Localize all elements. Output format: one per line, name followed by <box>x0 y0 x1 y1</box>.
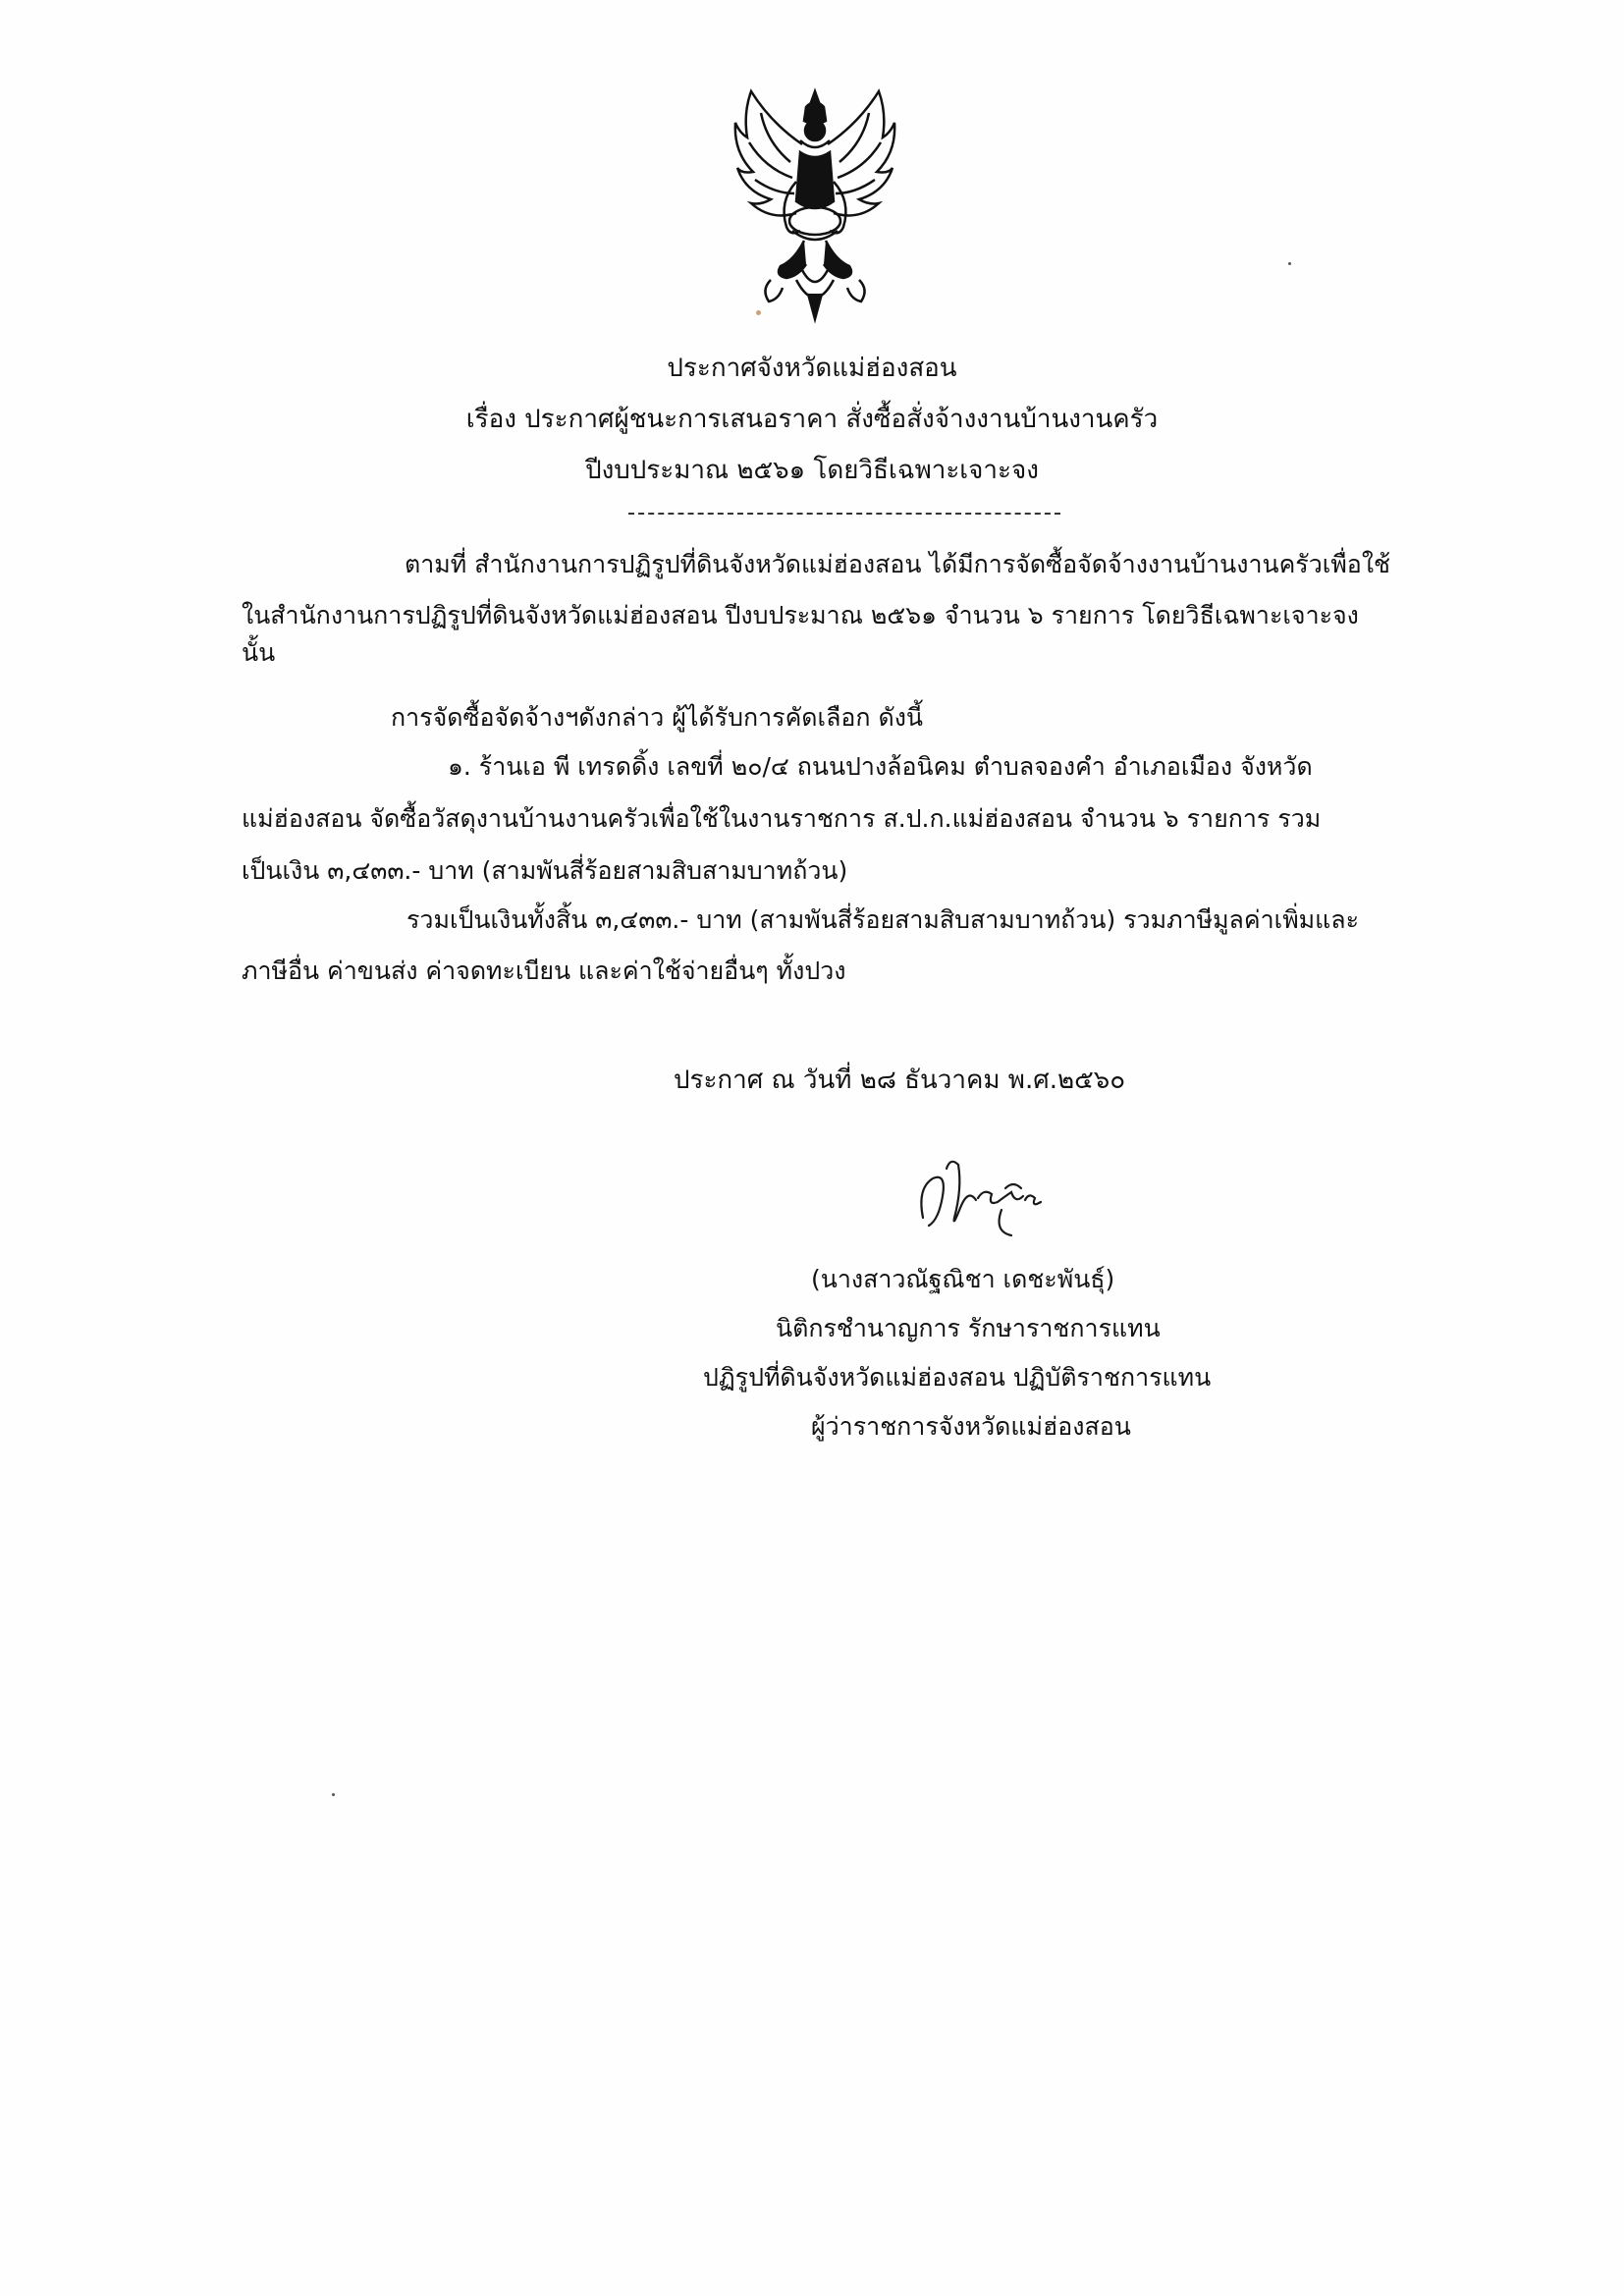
announcement-subject: เรื่อง ประกาศผู้ชนะการเสนอราคา สั่งซื้อสั่งจ้างงานบ้านงานครัว <box>465 405 1159 434</box>
body-paragraph-3-line-3: เป็นเงิน ๓,๔๓๓.- บาท (สามพันสี่ร้อยสามสิบสามบาทถ้วน) <box>242 856 848 885</box>
scan-speck <box>1288 262 1291 265</box>
signatory-position-1: นิติกรชำนาญการ รักษาราชการแทน <box>776 1314 1161 1342</box>
body-paragraph-4-line-1: รวมเป็นเงินทั้งสิ้น ๓,๔๓๓.- บาท (สามพันสี่ร้อยสามสิบสามบาทถ้วน) รวมภาษีมูลค่าเพิ่มและ <box>406 905 1360 934</box>
announcement-title: ประกาศจังหวัดแม่ฮ่องสอน <box>667 354 957 383</box>
body-paragraph-4-line-2: ภาษีอื่น ค่าขนส่ง ค่าจดทะเบียน และค่าใช้จ่ายอื่นๆ ทั้งปวง <box>242 957 846 985</box>
body-paragraph-1-line-3: นั้น <box>242 638 276 667</box>
scan-speck <box>332 1793 335 1796</box>
dashed-divider <box>628 513 1060 515</box>
announcement-fiscal-year: ปีงบประมาณ ๒๕๖๑ โดยวิธีเฉพาะเจาะจง <box>585 456 1039 485</box>
handwritten-signature <box>903 1149 1070 1247</box>
signatory-position-3: ผู้ว่าราชการจังหวัดแม่ฮ่องสอน <box>811 1412 1131 1441</box>
garuda-emblem-icon <box>731 83 898 324</box>
body-paragraph-2: การจัดซื้อจัดจ้างฯดังกล่าว ผู้ได้รับการคัดเลือก ดังนี้ <box>391 703 924 732</box>
scan-speck <box>756 310 761 315</box>
signatory-name: (นางสาวณัฐณิชา เดชะพันธุ์) <box>811 1265 1115 1293</box>
body-paragraph-3-line-2: แม่ฮ่องสอน จัดซื้อวัสดุงานบ้านงานครัวเพื่อใช้ในงานราชการ ส.ป.ก.แม่ฮ่องสอน จำนวน ๖ รายการ รวม <box>242 804 1322 833</box>
body-paragraph-1-line-2: ในสำนักงานการปฏิรูปที่ดินจังหวัดแม่ฮ่องสอน ปีงบประมาณ ๒๕๖๑ จำนวน ๖ รายการ โดยวิธีเฉพาะเจาะจง <box>242 601 1359 629</box>
body-paragraph-3-line-1: ๑. ร้านเอ พี เทรดดิ้ง เลขที่ ๒๐/๔ ถนนปางล้อนิคม ตำบลจองคำ อำเภอเมือง จังหวัด <box>448 752 1313 781</box>
signatory-position-2: ปฏิรูปที่ดินจังหวัดแม่ฮ่องสอน ปฏิบัติราชการแทน <box>703 1363 1212 1392</box>
announcement-date: ประกาศ ณ วันที่ ๒๘ ธันวาคม พ.ศ.๒๕๖๐ <box>674 1066 1126 1095</box>
body-paragraph-1-line-1: ตามที่ สำนักงานการปฏิรูปที่ดินจังหวัดแม่ฮ่องสอน ได้มีการจัดซื้อจัดจ้างงานบ้านงานครัวเพื่อใช้ <box>405 550 1390 578</box>
